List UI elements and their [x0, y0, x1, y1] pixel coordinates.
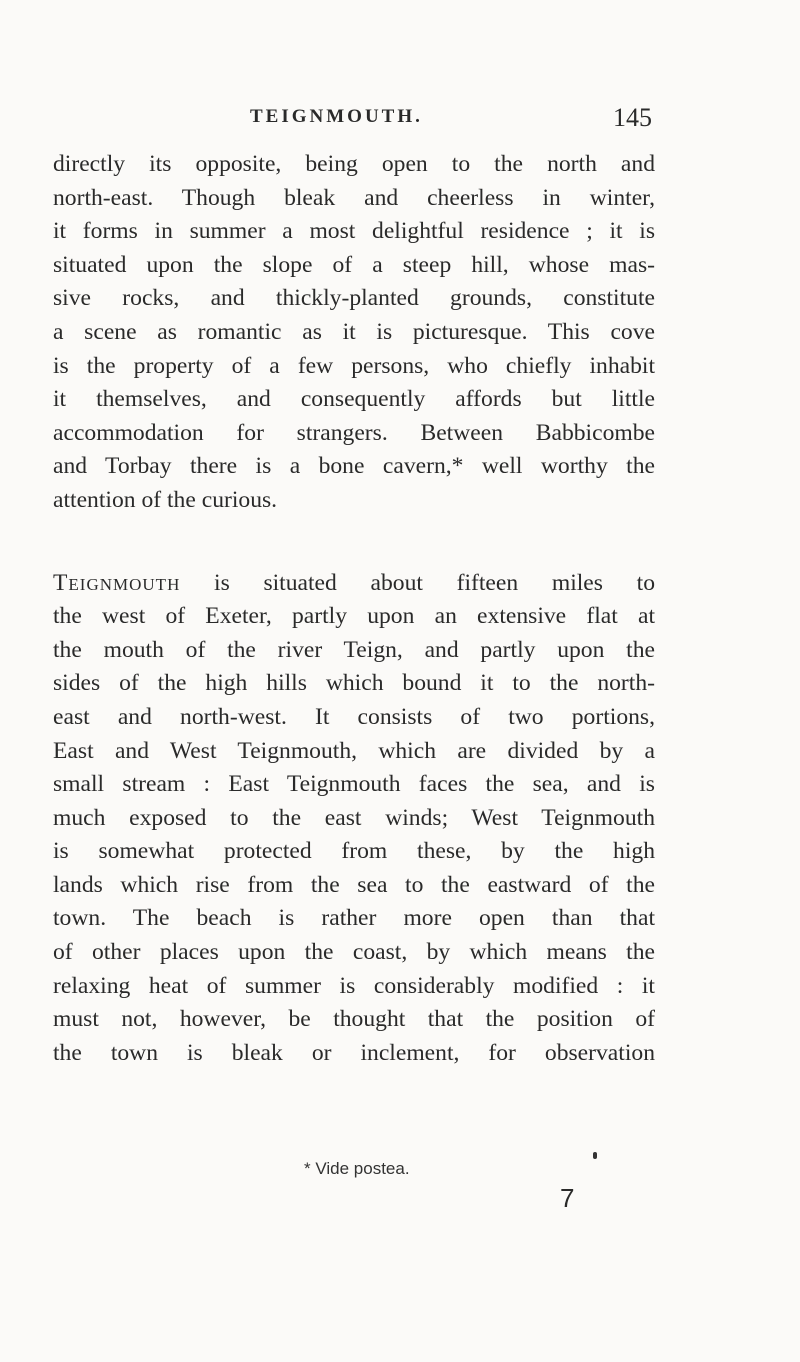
text-line: the west of Exeter, partly upon an extensive flat at — [53, 603, 655, 630]
text-line: it forms in summer a most delightful residence ; it is — [53, 218, 655, 245]
text-line: much exposed to the east winds; West Teignmouth — [53, 804, 655, 831]
text-line: directly its opposite, being open to the north and — [53, 151, 655, 177]
text-line: the mouth of the river Teign, and partly upon the — [53, 636, 655, 663]
text-line: East and West Teignmouth, which are divided by a — [53, 737, 655, 764]
lead-word: Teignmouth — [53, 569, 181, 596]
text-line: is somewhat protected from these, by the high — [53, 838, 655, 865]
text-line: town. The beach is rather more open than that — [53, 905, 655, 932]
text-line: small stream : East Teignmouth faces the sea, and is — [53, 771, 655, 798]
text-line: east and north-west. It consists of two portions, — [53, 703, 655, 730]
text-line: must not, however, be thought that the position of — [53, 1006, 655, 1033]
text-line: and Torbay there is a bone cavern,* well worthy the — [53, 453, 655, 480]
text-line: sive rocks, and thickly-planted grounds, constitute — [53, 285, 655, 312]
text-line: north-east. Though bleak and cheerless in winter, — [53, 184, 655, 211]
text-line: is the property of a few persons, who chiefly inhabit — [53, 352, 655, 379]
running-title: TEIGNMOUTH. — [250, 106, 423, 127]
text-line: situated upon the slope of a steep hill, whose mas- — [53, 251, 655, 278]
text-line: attention of the curious. — [53, 486, 278, 513]
text-fragment: is situated about fifteen miles to — [180, 569, 655, 596]
text-line: of other places upon the coast, by which means the — [53, 939, 655, 966]
text-line: a scene as romantic as it is picturesque. This cove — [53, 318, 655, 345]
page-header — [0, 103, 800, 143]
text-line: the town is bleak or inclement, for observation — [53, 1039, 655, 1066]
text-line: it themselves, and consequently affords but little — [53, 386, 655, 413]
text-line: lands which rise from the sea to the eastward of the — [53, 871, 655, 898]
text-line-first — [53, 567, 655, 601]
page-number: 145 — [613, 103, 652, 132]
ink-speck — [593, 1152, 597, 1159]
text-line: relaxing heat of summer is considerably modified : it — [53, 972, 655, 999]
text-line: accommodation for strangers. Between Babbicombe — [53, 419, 655, 446]
paragraph-1 — [53, 148, 655, 518]
paragraph-2 — [53, 567, 655, 1071]
footnote: * Vide postea. — [304, 1159, 410, 1178]
body-text — [53, 148, 655, 1070]
signature-mark: 7 — [560, 1183, 575, 1213]
text-line: sides of the high hills which bound it to the north- — [53, 670, 655, 697]
